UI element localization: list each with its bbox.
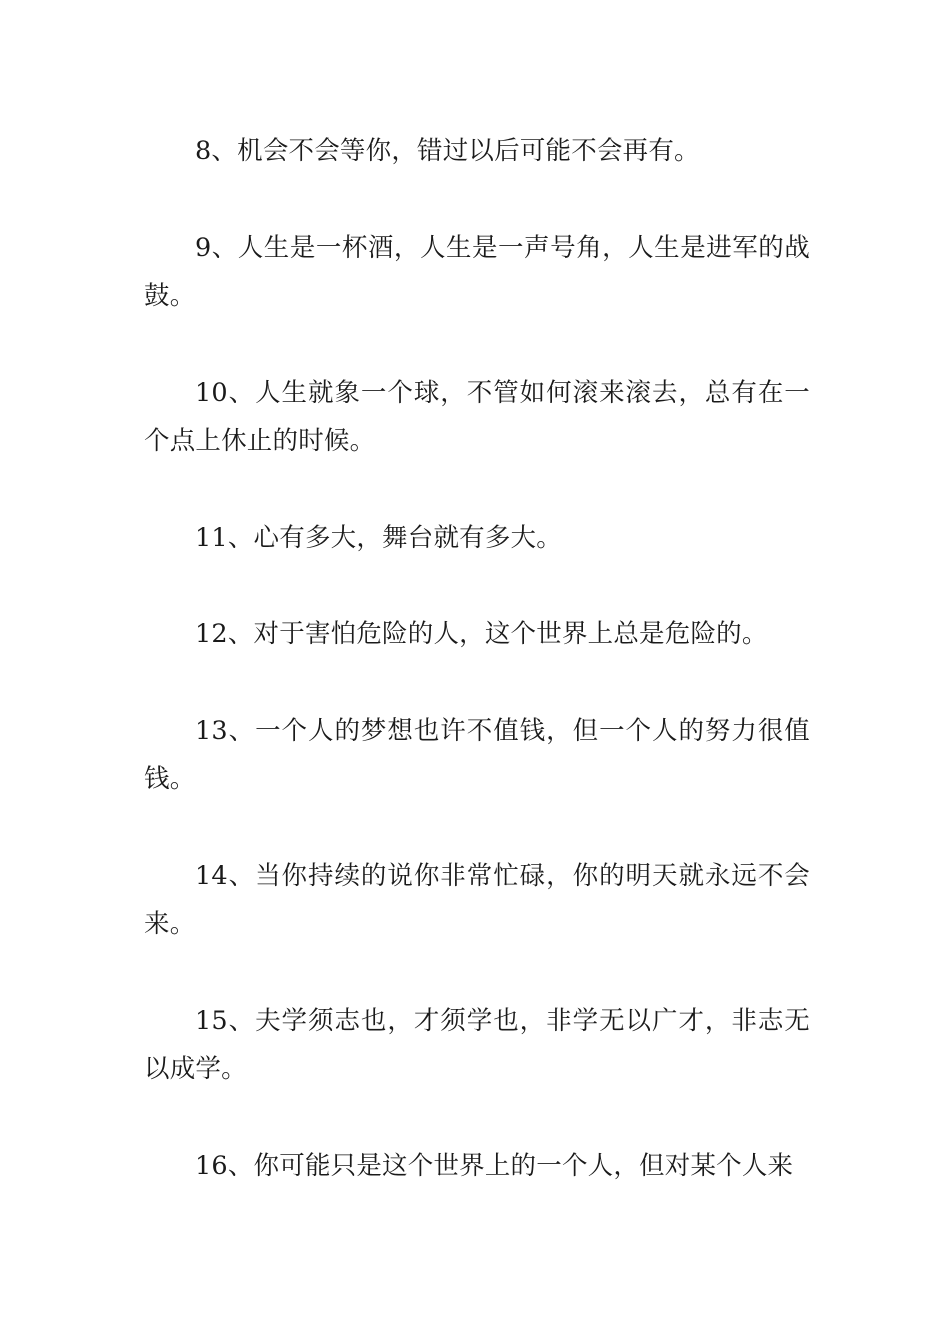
paragraph-11: 11、心有多大，舞台就有多大。 [195, 522, 562, 553]
paragraph-9: 9、人生是一杯酒，人生是一声号角，人生是进军的战鼓。 [144, 232, 810, 311]
document-body [144, 127, 810, 1190]
paragraph-15: 15、夫学须志也，才须学也，非学无以广才，非志无以成学。 [144, 1005, 810, 1084]
paragraph-10: 10、人生就象一个球，不管如何滚来滚去，总有在一个点上休止的时候。 [144, 377, 810, 456]
paragraph-16: 16、你可能只是这个世界上的一个人，但对某个人来 [195, 1150, 794, 1181]
paragraph-12: 12、对于害怕危险的人，这个世界上总是危险的。 [195, 619, 768, 649]
paragraph-13: 13、一个人的梦想也许不值钱，但一个人的努力很值钱。 [144, 715, 810, 794]
paragraph-14: 14、当你持续的说你非常忙碌，你的明天就永远不会来。 [144, 860, 810, 939]
paragraph-8: 8、机会不会等你，错过以后可能不会再有。 [195, 136, 700, 166]
